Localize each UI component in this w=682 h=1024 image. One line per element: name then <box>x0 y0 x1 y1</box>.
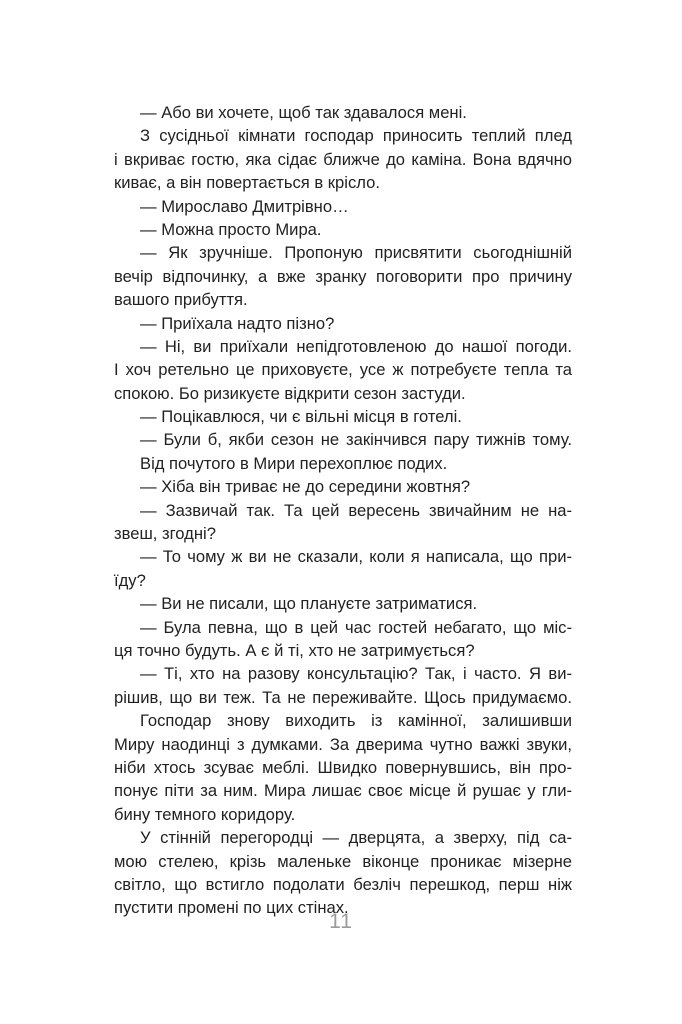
text-line: ніби хтось зсуває меблі. Швидко повернувшись, він про- <box>114 757 572 777</box>
text-line: — Хіба він триває не до середини жовтня? <box>140 477 471 497</box>
text-line: З сусідньої кімнати господар приносить теплий плед <box>140 126 572 146</box>
text-line: киває, а він повертається в крісло. <box>114 173 380 193</box>
page-number: 11 <box>329 910 353 933</box>
text-line: бину темного коридору. <box>114 804 296 824</box>
text-line: — То чому ж ви не сказали, коли я написала, що при- <box>140 547 572 567</box>
text-line: звеш, згодні? <box>114 524 216 544</box>
text-line: пустити промені по цих стінах. <box>114 898 349 918</box>
text-line: вашого прибуття. <box>114 290 248 310</box>
text-line: Миру наодинці з думками. За дверима чутно важкі звуки, <box>114 734 572 754</box>
text-line: — Мирославо Дмитрівно… <box>140 196 349 216</box>
page-text <box>114 101 572 920</box>
text-line: — Або ви хочете, щоб так здавалося мені. <box>140 103 467 122</box>
text-line: У стінній перегородці — дверцята, а зверху, під са- <box>140 828 572 848</box>
text-line: — Зазвичай так. Та цей вересень звичайним не на- <box>140 500 572 520</box>
text-line: — Були б, якби сезон не закінчився пару тижнів тому. <box>140 430 572 450</box>
text-line: — Можна просто Мира. <box>140 219 322 239</box>
text-line: — Поцікавлюся, чи є вільні місця в готелі. <box>140 407 462 427</box>
text-line: Господар знову виходить із камінної, залишивши <box>140 711 572 731</box>
text-line: ця точно будуть. А є й ті, хто не затримується? <box>114 640 475 660</box>
text-line: — Ті, хто на разову консультацію? Так, і часто. Я ви- <box>140 664 572 684</box>
text-line: світло, що встигло подолати безліч перешкод, перш ніж <box>114 874 572 894</box>
text-line: рішив, що ви теж. Та не переживайте. Щось придумаємо. <box>114 687 572 707</box>
text-line: і вкриває гостю, яка сідає ближче до каміна. Вона вдячно <box>114 149 572 169</box>
text-line: — Ні, ви приїхали непідготовленою до нашої погоди. <box>140 336 572 356</box>
text-line: — Приїхала надто пізно? <box>140 313 335 333</box>
text-line: Від почутого в Мири перехоплює подих. <box>140 453 448 473</box>
text-line: — Була певна, що в цей час гостей небагато, що міс- <box>140 617 572 637</box>
text-line: понує піти за ним. Мира лишає своє місце й рушає у гли- <box>114 781 572 801</box>
text-line: спокою. Бо ризикуєте відкрити сезон застуди. <box>114 383 466 403</box>
text-line: мою стелею, крізь маленьке віконце проникає мізерне <box>114 851 572 871</box>
text-line: — Як зручніше. Пропоную присвятити сьогоднішній <box>140 243 572 263</box>
text-line: І хоч ретельно це приховуєте, усе ж потребуєте тепла та <box>114 360 572 380</box>
text-line: — Ви не писали, що плануєте затриматися. <box>140 594 478 614</box>
text-line: їду? <box>114 570 146 590</box>
text-line: вечір відпочинку, а вже зранку поговорити про причину <box>114 266 572 286</box>
